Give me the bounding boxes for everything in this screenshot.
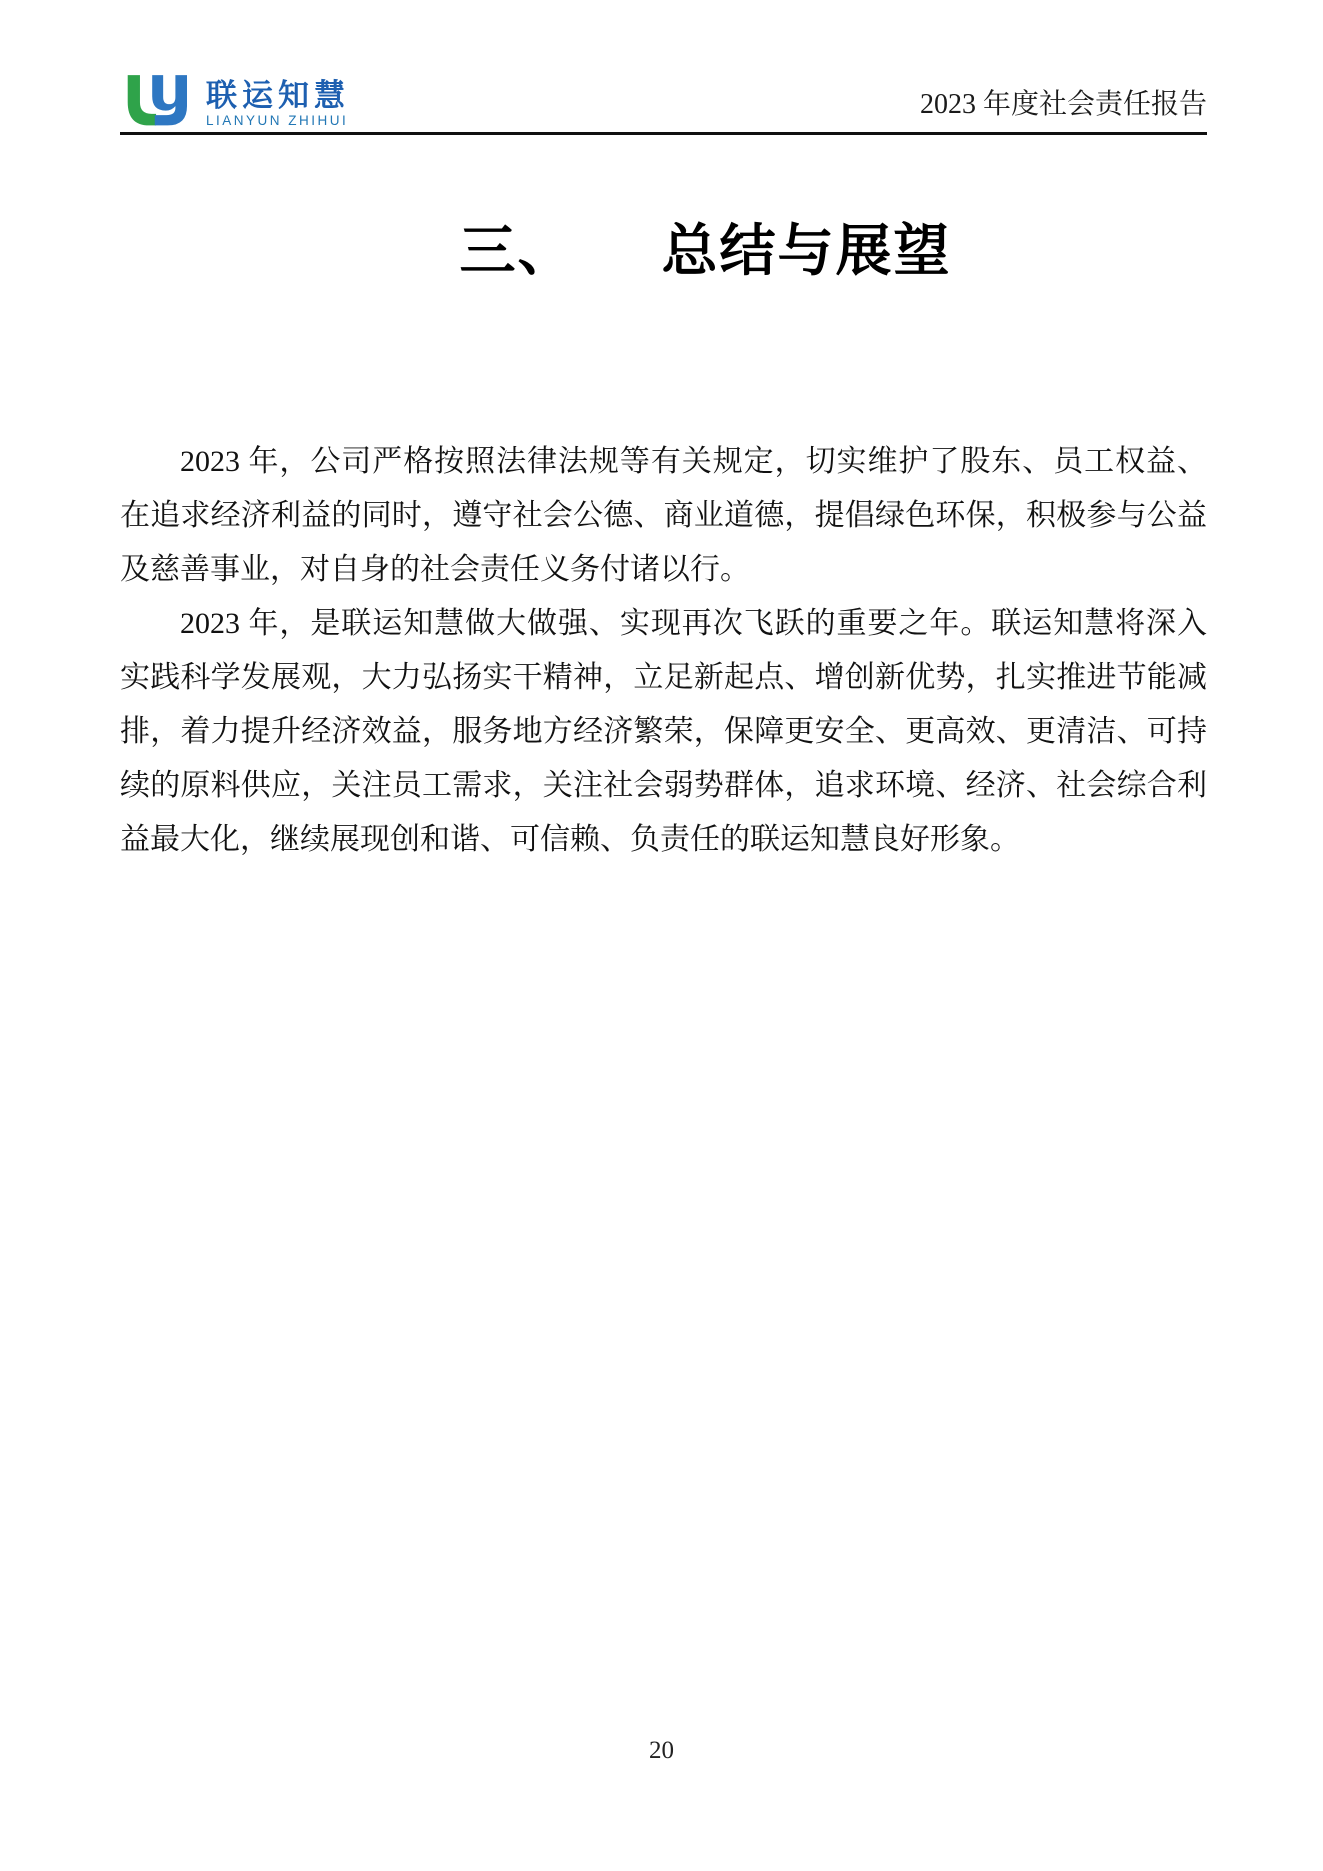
body-text bbox=[120, 435, 1207, 867]
section-heading bbox=[120, 207, 1207, 287]
page-footer bbox=[0, 1737, 1323, 1765]
logo-name-cn: 联运知慧 bbox=[206, 77, 350, 113]
paragraph-1: 2023 年，公司严格按照法律法规等有关规定，切实维护了股东、员工权益、在追求经济利益的同时，遵守社会公德、商业道德，提倡绿色环保，积极参与公益及慈善事业，对自身的社会责任义务付诸以行。 bbox=[120, 445, 1207, 586]
logo-name-en: LIANYUN ZHIHUI bbox=[206, 112, 349, 128]
logo-y-shape bbox=[152, 75, 187, 125]
page-content bbox=[0, 0, 1323, 867]
section-heading-number: 三、 bbox=[459, 221, 576, 283]
page-number: 20 bbox=[649, 1737, 674, 1764]
logo-text bbox=[206, 77, 350, 129]
report-title: 2023 年度社会责任报告 bbox=[919, 89, 1207, 120]
logo-monogram-icon bbox=[120, 70, 196, 128]
logo-l-shape bbox=[128, 75, 156, 125]
company-logo bbox=[120, 70, 350, 128]
page-header bbox=[120, 70, 1207, 135]
paragraph-2: 2023 年，是联运知慧做大做强、实现再次飞跃的重要之年。联运知慧将深入实践科学发展观，大力弘扬实干精神，立足新起点、增创新优势，扎实推进节能减排，着力提升经济效益，服务地方经济繁荣，保障更安全、更高效、更清洁、可持续的原料供应，关注员工需求，关注社会弱势群体，追求环境、经济、社会综合利益最大化，继续展现创和谐、可信赖、负责任的联运知慧良好形象。 bbox=[120, 607, 1207, 856]
section-heading-text: 总结与展望 bbox=[661, 221, 952, 283]
